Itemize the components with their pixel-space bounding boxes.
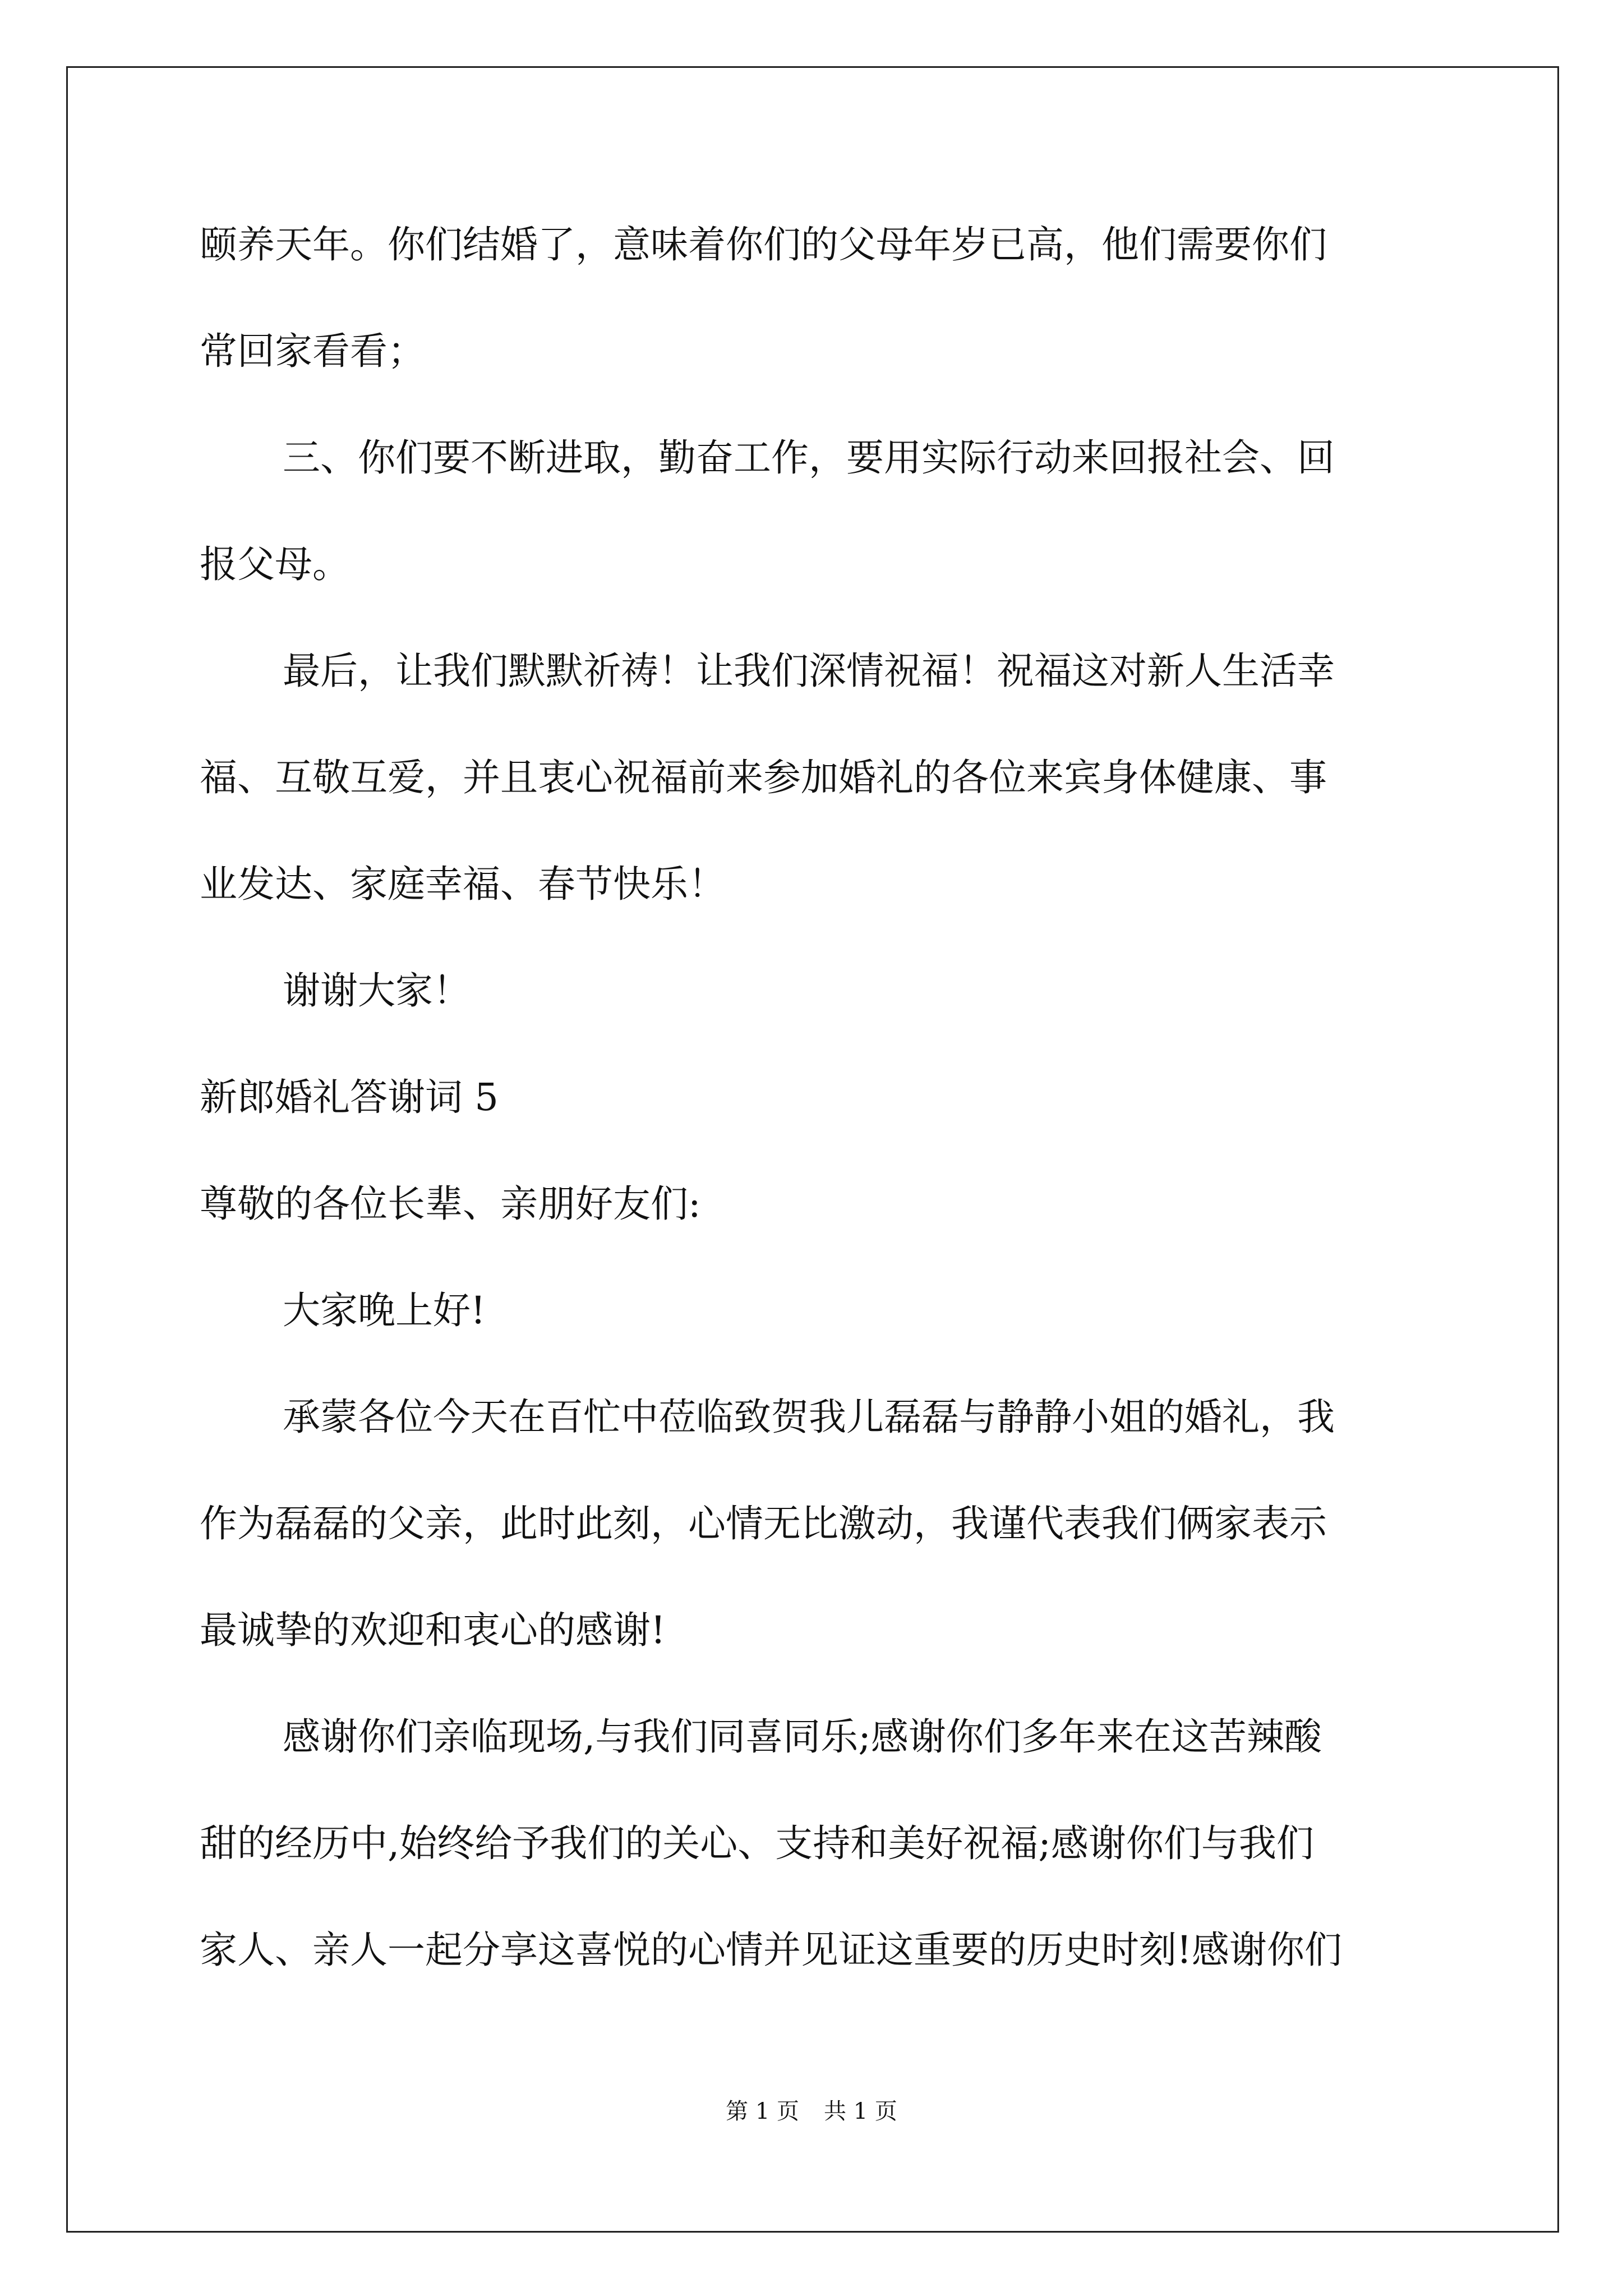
- text-line: 作为磊磊的父亲，此时此刻，心情无比激动，我谨代表我们俩家表示: [200, 1502, 1327, 1545]
- text-line: 家人、亲人一起分享这喜悦的心情并见证这重要的历史时刻!感谢你们: [200, 1928, 1342, 1972]
- section-heading: 新郎婚礼答谢词 5: [200, 1075, 499, 1119]
- paragraph-start: 感谢你们亲临现场,与我们同喜同乐;感谢你们多年来在这苦辣酸: [283, 1715, 1322, 1759]
- salutation: 尊敬的各位长辈、亲朋好友们:: [200, 1182, 701, 1226]
- paragraph-start: 最后，让我们默默祈祷！让我们深情祝福！祝福这对新人生活幸: [283, 649, 1335, 693]
- text-line: 业发达、家庭幸福、春节快乐！: [200, 862, 726, 906]
- text-line: 颐养天年。你们结婚了，意味着你们的父母年岁已高，他们需要你们: [200, 223, 1327, 266]
- text-line: 最诚挚的欢迎和衷心的感谢!: [200, 1608, 666, 1652]
- paragraph-start: 谢谢大家！: [283, 969, 471, 1013]
- page-count: 共 1 页: [824, 2099, 897, 2124]
- text-line: 报父母。: [200, 542, 350, 586]
- text-line: 甜的经历中,始终给予我们的关心、支持和美好祝福;感谢你们与我们: [200, 1821, 1314, 1865]
- page-footer: [0, 2097, 1623, 2126]
- paragraph-start: 大家晚上好!: [283, 1289, 486, 1332]
- text-line: 常回家看看；: [200, 329, 425, 373]
- page-number: 第 1 页: [726, 2099, 799, 2124]
- paragraph-start: 三、你们要不断进取，勤奋工作，要用实际行动来回报社会、回: [283, 436, 1335, 480]
- paragraph-start: 承蒙各位今天在百忙中莅临致贺我儿磊磊与静静小姐的婚礼，我: [283, 1395, 1335, 1439]
- text-line: 福、互敬互爱，并且衷心祝福前来参加婚礼的各位来宾身体健康、事: [200, 756, 1327, 799]
- document-body: [200, 220, 1433, 2032]
